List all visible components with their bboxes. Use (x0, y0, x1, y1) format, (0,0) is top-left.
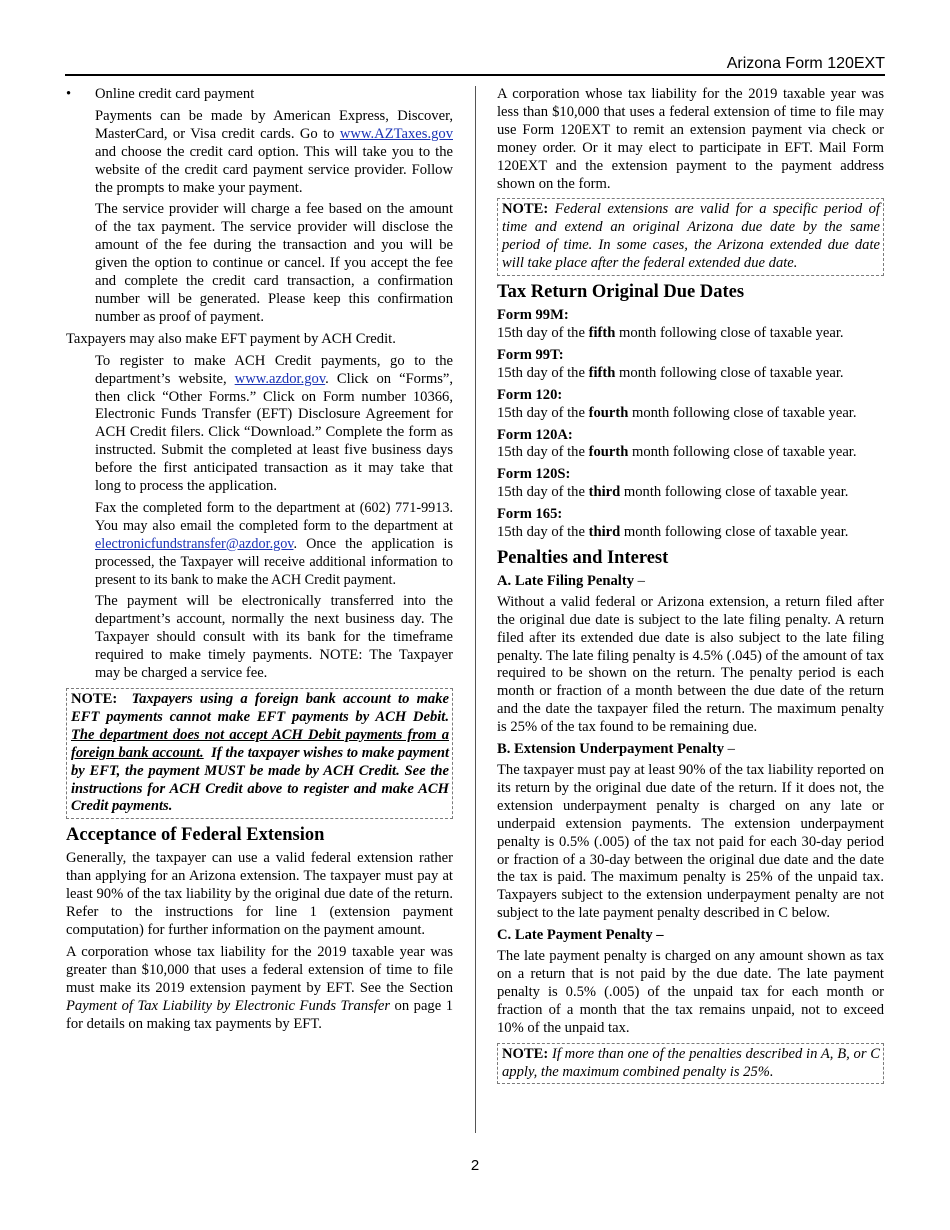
due-date-text: 15th day of the fourth month following close of taxable year. (497, 444, 857, 461)
bullet-item-credit-card (66, 86, 453, 104)
due-dates-list (497, 307, 884, 542)
right-column (497, 86, 884, 1084)
late-filing-penalty-text: Without a valid federal or Arizona extension, a return filed after the original due date is subject to the late filing penalty. A return filed after its extended due date is also subject to the late filing penalty. The late filing penalty is 4.5% (.045) of the amount of tax required to be shown on the return. The penalty period is each month or fraction of a month between the due date of the return and the date the taxpayer filed the return. The maximum penalty is 25% of the tax found to be remaining due. (497, 593, 884, 736)
ach-paragraph-2: Fax the completed form to the department at (602) 771-9913. You may also email the completed form to the department at electronicfundstransfer@azdor.gov. Once the application is processed, the Taxpayer will receive additional information to present to its bank to make the ACH Credit payment. (95, 499, 453, 588)
form-title: Arizona Form 120EXT (726, 55, 885, 72)
ach-paragraph-1: To register to make ACH Credit payments, go to the department’s website, www.azdor.gov. Click on “Forms”, then click “Other Forms.” Click on Form number 10366, Electronic Funds Transfer (EFT) Disclosure Agreement for ACH Credit filers. Click “Download.” Complete the form as instructed. Submit the completed at least five business days before the first anticipated transaction as it may take that long to process the application. (95, 352, 453, 495)
bullet-dot: • (66, 86, 72, 102)
federal-extension-heading: Acceptance of Federal Extension (66, 825, 325, 846)
due-date-text: 15th day of the third month following close of taxable year. (497, 484, 849, 501)
column-divider (475, 86, 476, 1133)
extension-underpayment-penalty-title: B. Extension Underpayment Penalty – (497, 741, 735, 758)
due-date-form-label: Form 99M: (497, 307, 569, 324)
late-filing-penalty-title: A. Late Filing Penalty – (497, 572, 645, 589)
federal-extension-paragraph-2: A corporation whose tax liability for the 2019 taxable year was greater than $10,000 that uses a federal extension of time to file must make its 2019 extension payment by EFT. See the Section Payment of Tax Liability by Electronic Funds Transfer on page 1 for details on making tax payments by EFT. (66, 943, 454, 1032)
due-dates-heading: Tax Return Original Due Dates (497, 282, 745, 303)
due-date-form-label: Form 120: (497, 386, 563, 403)
penalties-heading: Penalties and Interest (497, 547, 669, 568)
federal-extension-paragraph-1: Generally, the taxpayer can use a valid federal extension rather than applying for an Arizona extension. The taxpayer must pay at least 90% of the tax liability by the original due date of the return. Refer to the instructions for line 1 (extension payment computation) for further information on the payment amount. (66, 850, 453, 938)
aztaxes-link[interactable]: www.AZTaxes.gov (339, 125, 453, 142)
due-date-text: 15th day of the fourth month following close of taxable year. (497, 404, 857, 421)
note-label: NOTE: (502, 201, 549, 218)
azdor-link[interactable]: www.azdor.gov (234, 370, 326, 387)
due-date-text: 15th day of the fifth month following close of taxable year. (497, 364, 844, 381)
ach-paragraph-3: The payment will be electronically transferred into the department’s account, normally the next business day. The Taxpayer should consult with its bank for the timeframe required to make timely payments. NOTE: The Taxpayer may be charged a service fee. (95, 593, 453, 682)
late-payment-penalty-title: C. Late Payment Penalty – (497, 927, 664, 944)
due-date-form-label: Form 99T: (497, 346, 564, 363)
extension-underpayment-penalty-text: The taxpayer must pay at least 90% of the tax liability reported on its return by the original due date of the return. If it does not, the extension underpayment penalty is charged on any late or underpaid extension payments. The extension underpayment penalty is 0.5% (.005) of the tax not paid for each 30-day period or fraction of a 30-day between the original due date and the date the tax is paid. The maximum penalty is 25% of the unpaid tax. Taxpayers subject to the extension underpayment penalty are not subject to the late payment penalty described in C below. (497, 762, 884, 922)
due-date-text: 15th day of the third month following close of taxable year. (497, 524, 849, 541)
due-date-text: 15th day of the fifth month following close of taxable year. (497, 324, 844, 341)
due-date-form-label: Form 165: (497, 506, 563, 523)
left-column (66, 86, 453, 1033)
foreign-bank-note: NOTE: Taxpayers using a foreign bank account to make EFT payments cannot make EFT payments by ACH Debit. The department does not accept ACH Debit payments from a foreign bank account. If the taxpayer wishes to make payment by EFT, the payment MUST be made by ACH Credit. See the instructions for ACH Credit above to register and make ACH Credit payments. (66, 688, 453, 819)
credit-card-paragraph-2: The service provider will charge a fee based on the amount of the tax payment. The service provider will disclose the amount of the fee during the transaction and you will be given the option to continue or cancel. If you accept the fee and complete the credit card transaction, a confirmation number will be generated. Please keep this confirmation number as proof of payment. (95, 201, 453, 325)
page-number: 2 (470, 1157, 480, 1174)
note-label: NOTE: (71, 691, 118, 707)
corporation-paragraph: A corporation whose tax liability for the 2019 taxable year was less than $10,000 that uses a federal extension of time to file may use Form 120EXT to remit an extension payment via check or money order. Or it may elect to participate in EFT. Mail Form 120EXT and the extension payment to the payment address shown on the form. (497, 86, 884, 192)
due-date-form-label: Form 120S: (497, 466, 571, 483)
late-payment-penalty-text: The late payment penalty is charged on any amount shown as tax on a return that is not paid by the due date. The late payment penalty is 0.5% (.005) of the unpaid tax for each month or fraction of a month that the tax remains unpaid, not to exceed 10% of the unpaid tax. (497, 948, 884, 1036)
eft-email-link[interactable]: electronicfundstransfer@azdor.gov (95, 535, 294, 552)
credit-card-paragraph-1: Payments can be made by American Express, Discover, MasterCard, or Visa credit cards. Go to www.AZTaxes.gov and choose the credit card option. This will take you to the website of the credit card payment service provider. Follow the prompts to make your payment. (95, 107, 453, 196)
combined-penalty-note: NOTE: If more than one of the penalties described in A, B, or C apply, the maximum combined penalty is 25%. (497, 1043, 884, 1085)
federal-extension-note: NOTE: Federal extensions are valid for a specific period of time and extend an original Arizona due date by the same period of time. In some cases, the Arizona extended due date will take place after the federal extended due date. (497, 198, 884, 276)
header-rule (65, 74, 885, 76)
note-label: NOTE: (502, 1045, 549, 1062)
due-date-form-label: Form 120A: (497, 426, 573, 443)
bullet-title: Online credit card payment (95, 86, 255, 102)
ach-intro: Taxpayers may also make EFT payment by ACH Credit. (66, 330, 396, 347)
